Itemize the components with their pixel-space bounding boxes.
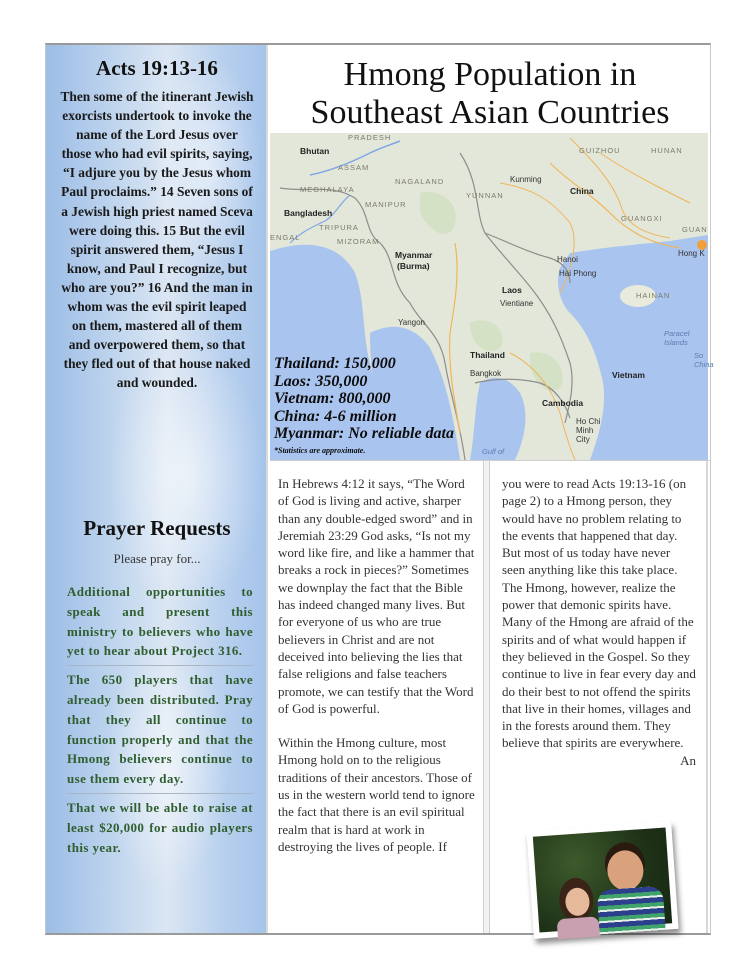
map-label-china: China xyxy=(570,186,594,196)
map-label-myanmar: Myanmar xyxy=(395,250,433,260)
map-label-nagaland: NAGALAND xyxy=(395,177,445,186)
map-label-bengal: ENGAL xyxy=(270,233,301,242)
southeast-asia-map xyxy=(270,133,714,460)
map-label-paracel: Paracel Islands xyxy=(664,329,690,347)
article-continuation: An xyxy=(680,752,696,768)
boy-shirt xyxy=(597,886,666,934)
article-paragraph: you were to read Acts 19:13-16 (on page 2) to a Hmong person, they would have no problem relating to the events that happened that day. But most of us today have never seen anything like this take place. The Hmong, however, realize the power that demonic spirits have. Many of the Hmong are afraid of the spirits and of what would happen if they believed in the Gospel. So they continue to live in fear every day and do their best to not offend the spirits that live in their homes, villages and in the forests around them. They believe that spirits are everywhere. xyxy=(502,476,696,751)
article-paragraph: Within the Hmong culture, most Hmong hold on to the religious traditions of their ancestors. Those of us in the western world tend to ignore the fact that there is an evil spiritual realm that is hard at work in destroying the lives of people. If xyxy=(278,735,475,854)
prayer-item: The 650 players that have already been distributed. Pray that they all continue to function properly and that the Hmong believers continue to use them every day. xyxy=(67,670,253,794)
map-label-hanoi: Hanoi xyxy=(557,255,578,264)
sidebar xyxy=(46,45,268,933)
map-label-tripura: TRIPURA xyxy=(319,223,359,232)
map-label-hainan: HAINAN xyxy=(636,291,671,300)
map-label-hai-phong: Hai Phong xyxy=(559,269,597,278)
prayer-item: Additional opportunities to speak and present this ministry to believers who have yet to hear about Project 316. xyxy=(67,582,253,666)
stats-note: *Statistics are approximate. xyxy=(274,446,366,455)
stat-vietnam: Vietnam: 800,000 xyxy=(274,390,391,407)
stat-laos: Laos: 350,000 xyxy=(274,372,368,390)
map-label-assam: ASSAM xyxy=(338,163,370,172)
map-label-hong-kong: Hong K xyxy=(678,249,705,258)
map-label-yangon: Yangon xyxy=(398,318,425,327)
girl-shirt xyxy=(557,916,600,939)
population-stats xyxy=(274,355,454,443)
map-label-yunnan: YUNNAN xyxy=(466,191,504,200)
map-label-south-china: So China xyxy=(694,351,714,369)
map-label-vientiane: Vientiane xyxy=(500,299,534,308)
map-label-vietnam: Vietnam xyxy=(612,370,645,380)
scripture-text: Then some of the itinerant Jewish exorcists undertook to invoke the name of the Lord Jesus over those who had evil spirits, saying, “I adjure you by the Jesus whom Paul proclaims.” 14 Seven sons of a Jewish high priest named Sceva were doing this. 15 But the evil spirit answered them, “Jesus I know, and Paul I recognize, but who are you?” 16 And the man in whom was the evil spirit leaped on them, mastered all of them and overpowered them, so that they fled out of that house naked and wounded. xyxy=(60,89,254,391)
prayer-requests-title: Prayer Requests xyxy=(83,516,231,540)
prayer-list xyxy=(67,582,253,865)
title-line-2: Southeast Asian Countries xyxy=(310,94,670,131)
article-column-1 xyxy=(270,461,484,933)
map-label-guangxi: GUANGXI xyxy=(621,214,663,223)
map-label-guizhou: GUIZHOU xyxy=(579,146,621,155)
map-label-laos: Laos xyxy=(502,285,522,295)
map-label-bhutan: Bhutan xyxy=(300,146,330,156)
map-label-pradesh: PRADESH xyxy=(348,133,392,142)
map-label-kunming: Kunming xyxy=(510,175,542,184)
newsletter-page xyxy=(45,43,714,935)
map-label-meghalaya: MEGHALAYA xyxy=(300,185,355,194)
stat-china: China: 4-6 million xyxy=(274,407,397,425)
prayer-item: That we will be able to raise at least $20,000 for audio players this year. xyxy=(67,799,253,855)
map-label-burma: (Burma) xyxy=(397,261,430,271)
map-label-manipur: MANIPUR xyxy=(365,200,407,209)
photo-image xyxy=(533,827,672,932)
article-paragraph: In Hebrews 4:12 it says, “The Word of God is living and active, sharper than any double-edged sword” and in Jeremiah 23:29 God asks, “Is not my word like fire, and like a hammer that breaks a rock in pieces?” Sometimes we downplay the fact that the Bible has indeed changed many lives. But for everyone of us who are true believers in Christ and are not deceived into believing the lies that false religions and false teachers promote, we can testify that the Word of God is powerful. xyxy=(278,476,475,716)
map-label-cambodia: Cambodia xyxy=(542,398,584,408)
map-label-hunan: HUNAN xyxy=(651,146,683,155)
page-title xyxy=(270,45,710,133)
map-label-ho-chi-minh: Ho Chi Minh City xyxy=(576,417,601,444)
children-photo xyxy=(526,821,678,939)
map-label-bangkok: Bangkok xyxy=(470,369,502,378)
stat-myanmar: Myanmar: No reliable data xyxy=(274,425,454,442)
map-label-thailand: Thailand xyxy=(470,350,505,360)
map-label-gulf: Gulf of xyxy=(482,447,505,456)
title-line-1: Hmong Population in xyxy=(343,56,637,93)
stat-thailand: Thailand: 150,000 xyxy=(274,355,396,372)
prayer-subtitle: Please pray for... xyxy=(113,551,201,566)
map-label-bangladesh: Bangladesh xyxy=(284,208,333,218)
map-label-mizoram: MIZORAM xyxy=(337,237,380,246)
scripture-title: Acts 19:13-16 xyxy=(96,56,218,80)
map-label-guan: GUAN xyxy=(682,225,708,234)
